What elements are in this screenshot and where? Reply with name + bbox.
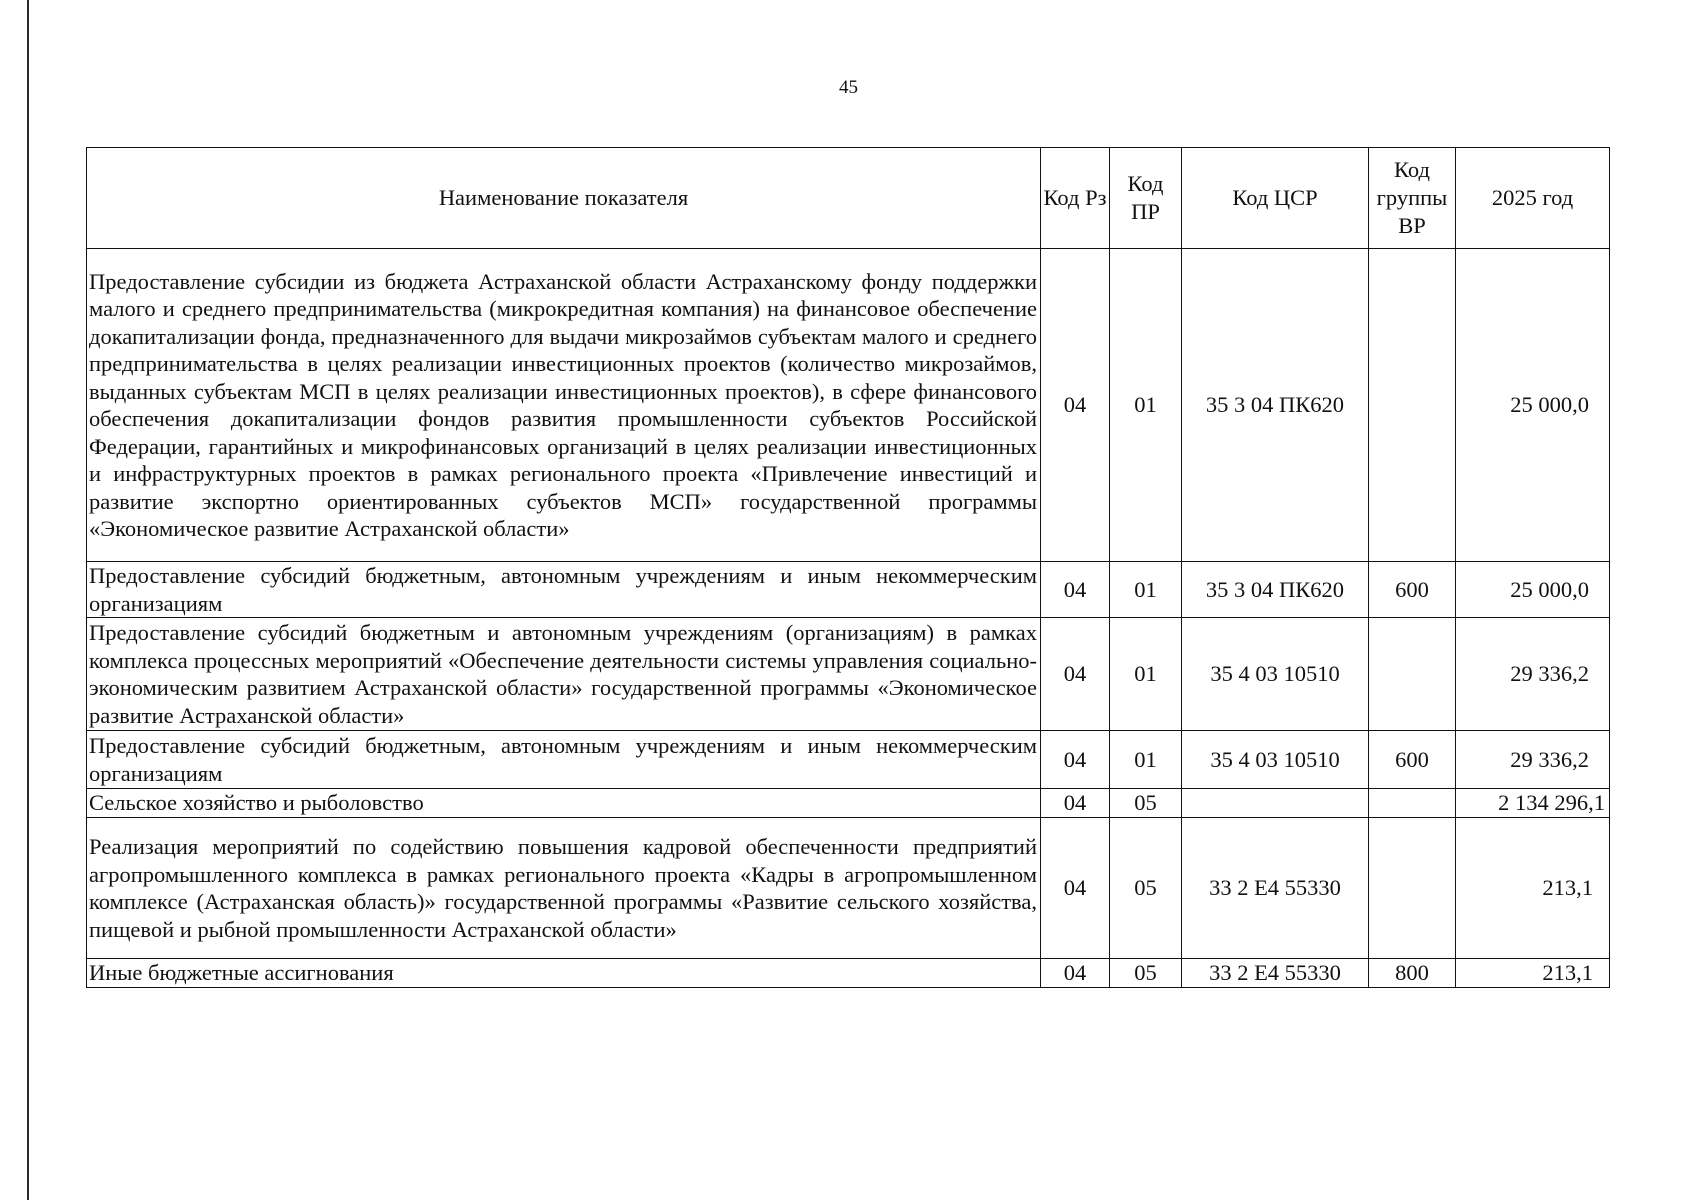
table-row: [87, 789, 1610, 818]
row-csr: 35 3 04 ПК620: [1182, 562, 1369, 618]
table-row: [87, 618, 1610, 731]
row-vr: 600: [1369, 562, 1456, 618]
row-pr: 01: [1110, 249, 1182, 562]
row-rz: 04: [1041, 562, 1110, 618]
row-csr: 35 4 03 10510: [1182, 618, 1369, 731]
row-name: Предоставление субсидии из бюджета Астраханской области Астраханскому фонду поддержки малого и среднего предпринимательства (микрокредитная компания) на финансовое обеспечение докапитализации фонда, предназначенного для выдачи микрозаймов субъектам малого и среднего предпринимательства в целях реализации инвестиционных проектов (количество микрозаймов, выданных субъектам МСП в целях реализации инвестиционных проектов), в сфере финансового обеспечения докапитализации фондов развития промышленности субъектов Российской Федерации, гарантийных и микрофинансовых организаций в целях реализации инвестиционных и инфраструктурных проектов в рамках регионального проекта «Привлечение инвестиций и развитие экспортно ориентированных субъектов МСП» государственной программы «Экономическое развитие Астраханской области»: [87, 249, 1041, 562]
header-rz: Код Рз: [1041, 148, 1110, 249]
header-year: 2025 год: [1456, 148, 1610, 249]
row-csr: 33 2 Е4 55330: [1182, 818, 1369, 959]
row-rz: 04: [1041, 618, 1110, 731]
row-csr: 35 3 04 ПК620: [1182, 249, 1369, 562]
row-name: Сельское хозяйство и рыболовство: [87, 789, 1041, 818]
row-name: Предоставление субсидий бюджетным, автономным учреждениям и иным некоммерческим организациям: [87, 731, 1041, 789]
row-name: Иные бюджетные ассигнования: [87, 959, 1041, 988]
row-csr: [1182, 789, 1369, 818]
row-value: 213,1: [1456, 959, 1610, 988]
row-name: Предоставление субсидий бюджетным и автономным учреждениям (организациям) в рамках комплекса процессных мероприятий «Обеспечение деятельности системы управления социально-экономическим развитием Астраханской области» государственной программы «Экономическое развитие Астраханской области»: [87, 618, 1041, 731]
row-pr: 05: [1110, 959, 1182, 988]
row-rz: 04: [1041, 789, 1110, 818]
row-pr: 01: [1110, 618, 1182, 731]
binding-edge-line: [27, 0, 29, 1200]
row-value: 25 000,0: [1456, 249, 1610, 562]
row-pr: 01: [1110, 731, 1182, 789]
row-value: 213,1: [1456, 818, 1610, 959]
row-rz: 04: [1041, 249, 1110, 562]
row-value: 29 336,2: [1456, 618, 1610, 731]
row-vr: 600: [1369, 731, 1456, 789]
row-pr: 05: [1110, 789, 1182, 818]
table-header-row: [87, 148, 1610, 249]
table-row: [87, 818, 1610, 959]
header-vr: Код группы ВР: [1369, 148, 1456, 249]
row-csr: 35 4 03 10510: [1182, 731, 1369, 789]
row-vr: [1369, 818, 1456, 959]
row-vr: [1369, 249, 1456, 562]
row-value: 25 000,0: [1456, 562, 1610, 618]
header-pr: Код ПР: [1110, 148, 1182, 249]
table-row: [87, 959, 1610, 988]
row-pr: 05: [1110, 818, 1182, 959]
row-name: Реализация мероприятий по содействию повышения кадровой обеспеченности предприятий агропромышленного комплекса в рамках регионального проекта «Кадры в агропромышленном комплексе (Астраханская область)» государственной программы «Развитие сельского хозяйства, пищевой и рыбной промышленности Астраханской области»: [87, 818, 1041, 959]
row-vr: 800: [1369, 959, 1456, 988]
table-row: [87, 249, 1610, 562]
row-value: 2 134 296,1: [1456, 789, 1610, 818]
row-rz: 04: [1041, 818, 1110, 959]
row-vr: [1369, 618, 1456, 731]
budget-table: [86, 147, 1610, 988]
row-name: Предоставление субсидий бюджетным, автономным учреждениям и иным некоммерческим организациям: [87, 562, 1041, 618]
row-csr: 33 2 Е4 55330: [1182, 959, 1369, 988]
header-name: Наименование показателя: [87, 148, 1041, 249]
row-rz: 04: [1041, 731, 1110, 789]
table-row: [87, 731, 1610, 789]
row-value: 29 336,2: [1456, 731, 1610, 789]
row-vr: [1369, 789, 1456, 818]
header-csr: Код ЦСР: [1182, 148, 1369, 249]
row-rz: 04: [1041, 959, 1110, 988]
page-number: 45: [839, 77, 858, 98]
row-pr: 01: [1110, 562, 1182, 618]
table-row: [87, 562, 1610, 618]
